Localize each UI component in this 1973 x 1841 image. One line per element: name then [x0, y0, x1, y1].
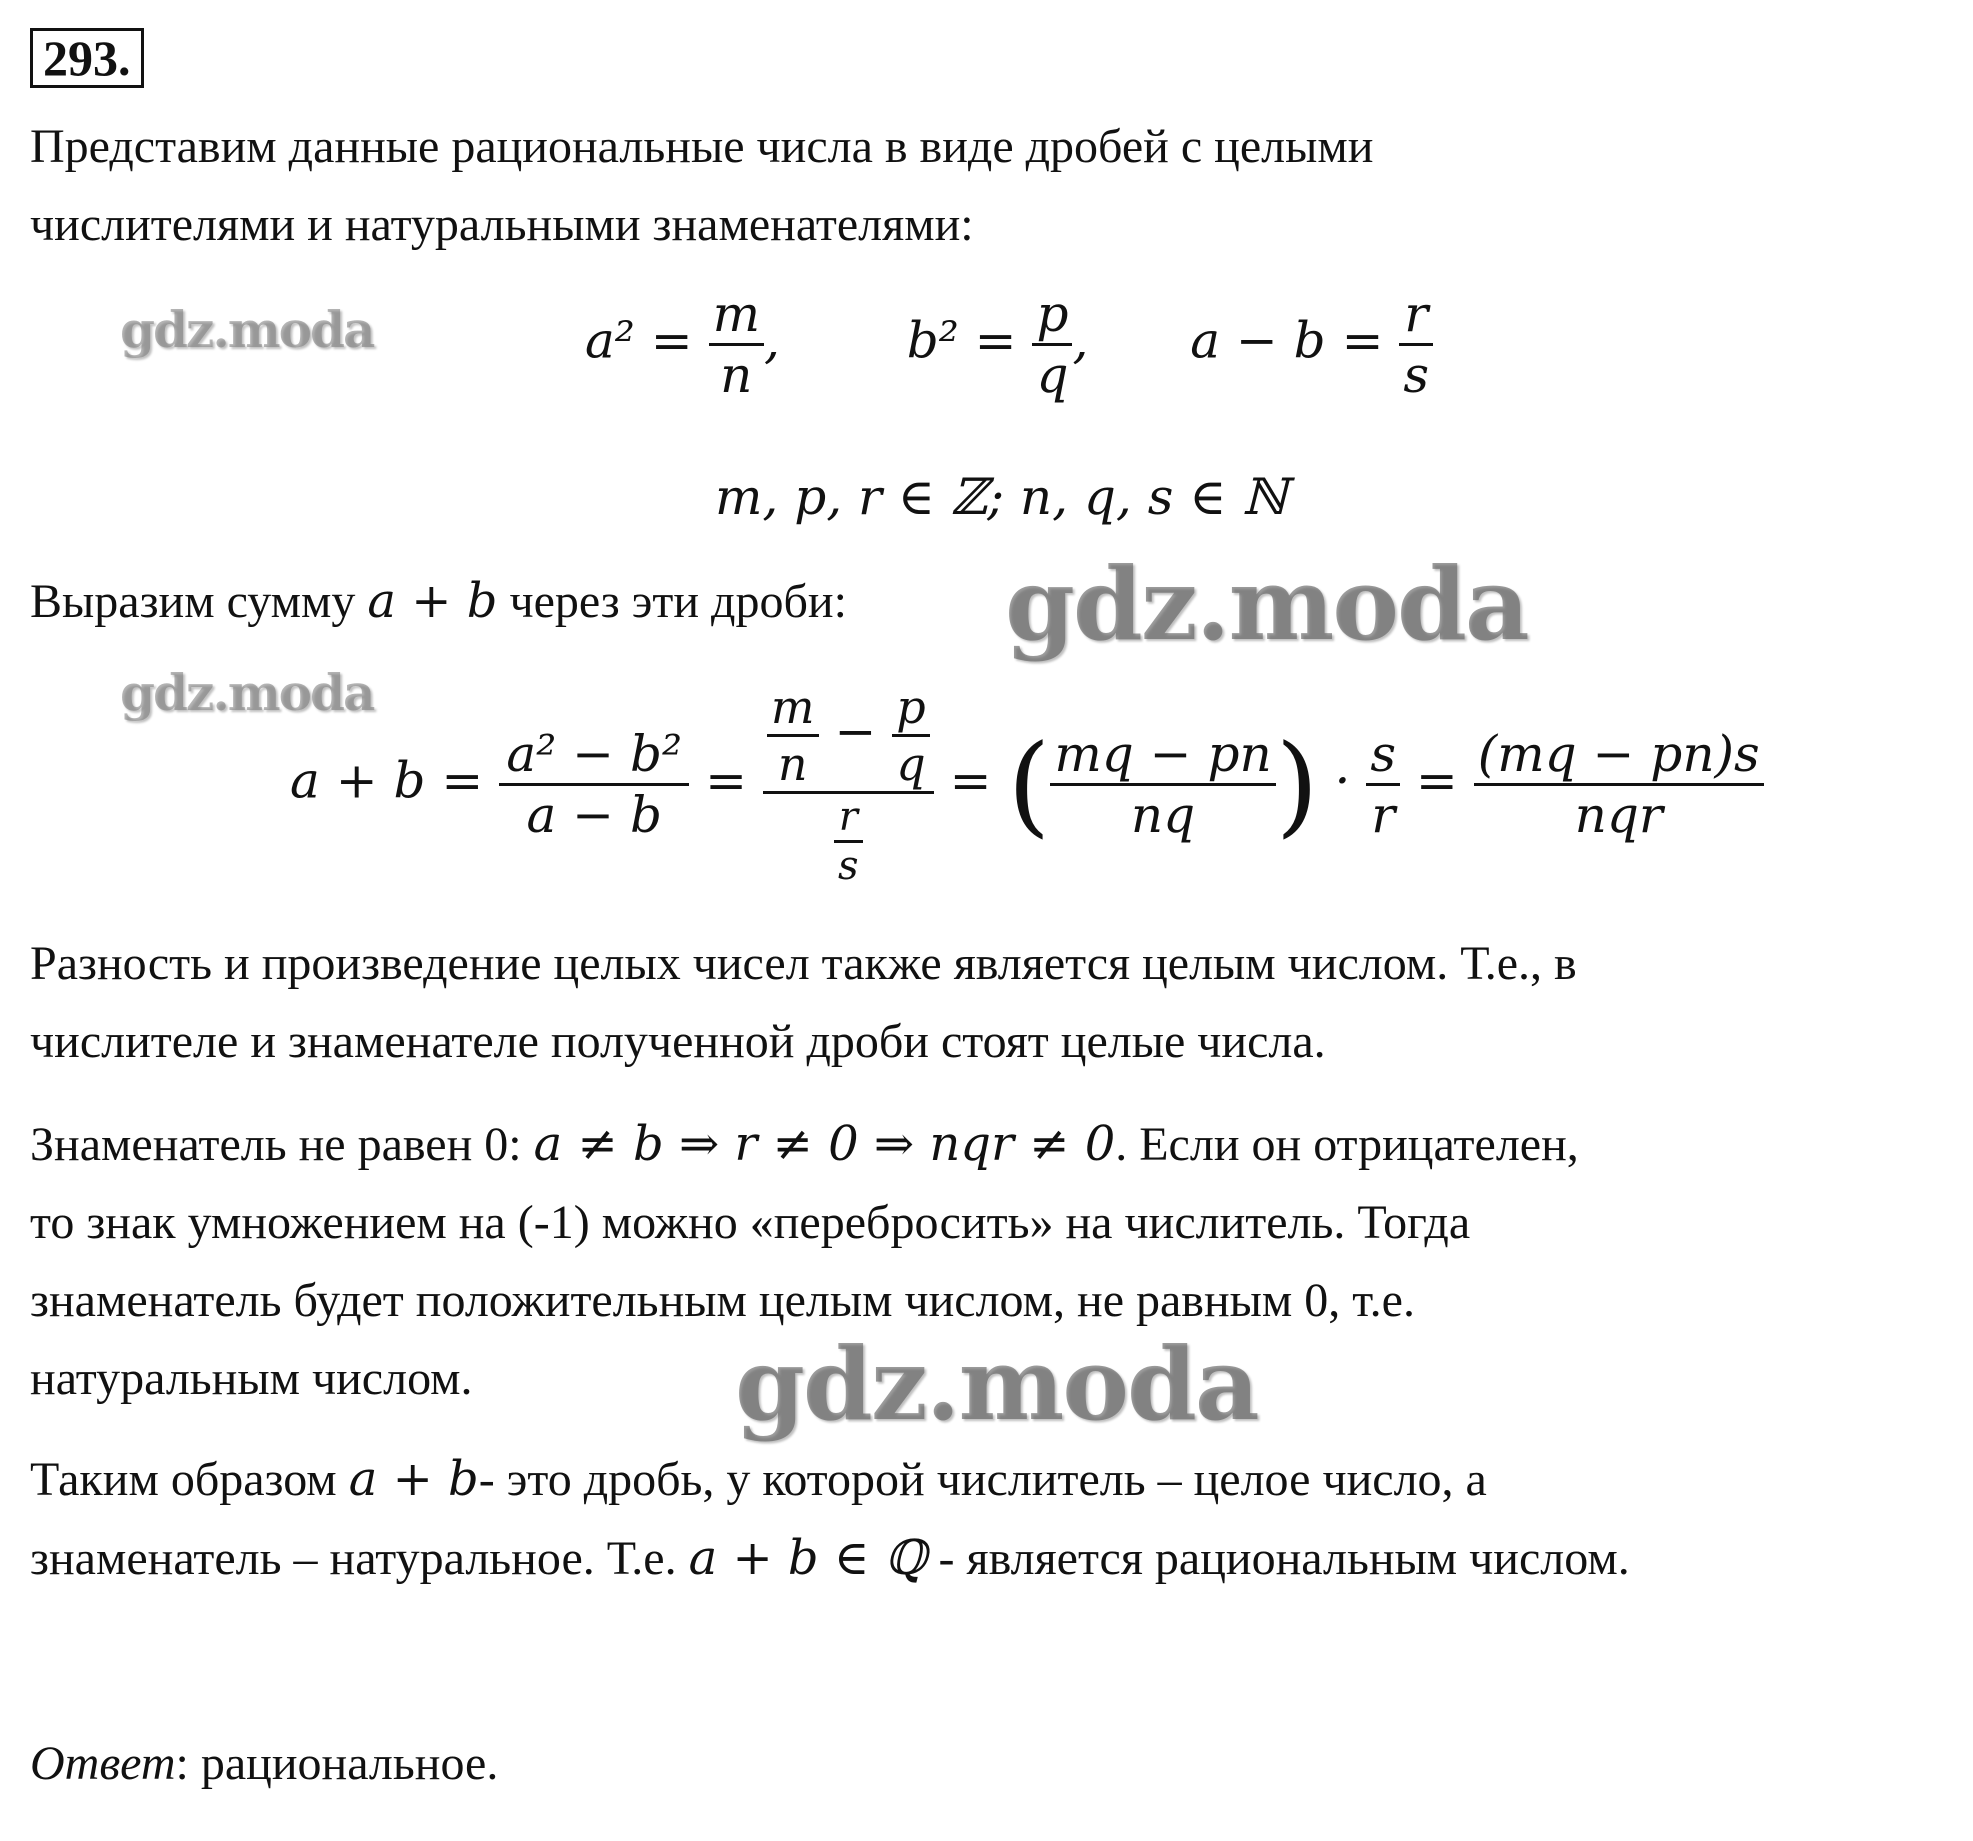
text-line: то знак умножением на (-1) можно «перебросить» на числитель. Тогда: [30, 1196, 1471, 1249]
watermark: gdz.moda: [120, 663, 374, 722]
formula-fractions: [585, 285, 1433, 404]
equals: =: [705, 751, 748, 810]
fraction-s-r: [1366, 725, 1400, 844]
equals: =: [1415, 751, 1458, 810]
fraction-m-n: [709, 285, 764, 404]
text-fragment: через эти дроби:: [497, 575, 847, 628]
fraction-r-s: [834, 794, 863, 889]
equals: =: [949, 751, 992, 810]
denominator: a − b: [526, 786, 662, 844]
formula-b2: b² =: [906, 311, 1017, 370]
text-fragment: Таким образом: [30, 1453, 349, 1506]
fraction-result: [1474, 725, 1764, 844]
fraction-m-n: [767, 680, 819, 791]
dot: ·: [1334, 751, 1351, 810]
watermark: gdz.moda: [735, 1325, 1258, 1443]
watermark: gdz.moda: [120, 300, 374, 359]
denominator: q: [896, 737, 926, 791]
text-fragment: - является рациональным числом.: [926, 1532, 1630, 1585]
numerator: p: [892, 680, 929, 737]
numerator: a² − b²: [499, 725, 689, 786]
answer-label: Ответ: [30, 1737, 176, 1790]
paragraph-integers: [30, 925, 1577, 1081]
fraction-mq-pn: [1050, 725, 1275, 844]
numerator: m: [767, 680, 819, 737]
comma: ,: [1072, 311, 1089, 370]
denominator: nq: [1130, 786, 1196, 844]
denominator: s: [838, 843, 859, 889]
formula-inline: a + b: [367, 573, 498, 629]
text-line: Разность и произведение целых чисел также является целым числом. Т.е., в: [30, 937, 1577, 990]
paragraph-intro: [30, 108, 1373, 264]
watermark: gdz.moda: [1005, 545, 1528, 663]
denominator: q: [1036, 346, 1069, 404]
formula-inline: a ≠ b ⇒ r ≠ 0 ⇒ nqr ≠ 0: [533, 1116, 1116, 1172]
numerator: m: [709, 285, 764, 346]
answer: [30, 1725, 498, 1803]
formula-inline: a + b ∈ ℚ: [688, 1530, 927, 1586]
text-line: [30, 1440, 1630, 1519]
fraction-p-q: [892, 680, 929, 791]
formula-sets: m, p, r ∈ ℤ; n, q, s ∈ ℕ: [715, 468, 1288, 526]
fraction-p-q: [1032, 285, 1072, 404]
text-fragment: Знаменатель не равен 0:: [30, 1118, 534, 1171]
denominator: n: [777, 737, 808, 791]
denominator: r: [1371, 786, 1396, 844]
minus: −: [834, 702, 877, 761]
right-paren: ): [1275, 720, 1319, 849]
left-paren: (: [1007, 720, 1051, 849]
problem-number: 293.: [30, 28, 144, 88]
denominator: [763, 794, 934, 889]
text-line: [30, 1519, 1630, 1598]
numerator: mq − pn: [1050, 725, 1275, 786]
text-line: [30, 1105, 1579, 1184]
numerator: p: [1032, 285, 1072, 346]
text-line: числителе и знаменателе полученной дроби стоят целые числа.: [30, 1015, 1326, 1068]
text-fragment: - это дробь, у которой числитель – целое число, а: [478, 1453, 1487, 1506]
formula-a2: a² =: [585, 311, 693, 370]
formula-derivation: [290, 680, 1764, 889]
text-line: натуральным числом.: [30, 1352, 473, 1405]
formula-lhs: a + b =: [290, 751, 484, 810]
paragraph-conclusion: [30, 1440, 1630, 1598]
paragraph-sum: [30, 562, 847, 641]
text-fragment: знаменатель – натуральное. Т.е.: [30, 1532, 689, 1585]
formula-a-minus-b: a − b =: [1190, 311, 1384, 370]
formula-inline: a + b: [348, 1451, 479, 1507]
text-line: числителями и натуральными знаменателями:: [30, 198, 974, 251]
denominator: n: [720, 346, 753, 404]
text-fragment: Выразим сумму: [30, 575, 368, 628]
fraction-r-s: [1399, 285, 1433, 404]
denominator: nqr: [1574, 786, 1663, 844]
answer-text: : рациональное.: [175, 1737, 499, 1790]
fraction-complex: [763, 680, 934, 889]
numerator: s: [1366, 725, 1400, 786]
numerator: (mq − pn)s: [1474, 725, 1764, 786]
denominator: s: [1403, 346, 1430, 404]
numerator: [763, 680, 934, 794]
numerator: r: [1399, 285, 1433, 346]
text-fragment: . Если он отрицателен,: [1115, 1118, 1579, 1171]
text-line: Представим данные рациональные числа в виде дробей с целыми: [30, 120, 1374, 173]
text-line: знаменатель будет положительным целым числом, не равным 0, т.е.: [30, 1274, 1415, 1327]
numerator: r: [834, 794, 863, 843]
fraction-diff-squares: [499, 725, 689, 844]
comma: ,: [763, 311, 780, 370]
